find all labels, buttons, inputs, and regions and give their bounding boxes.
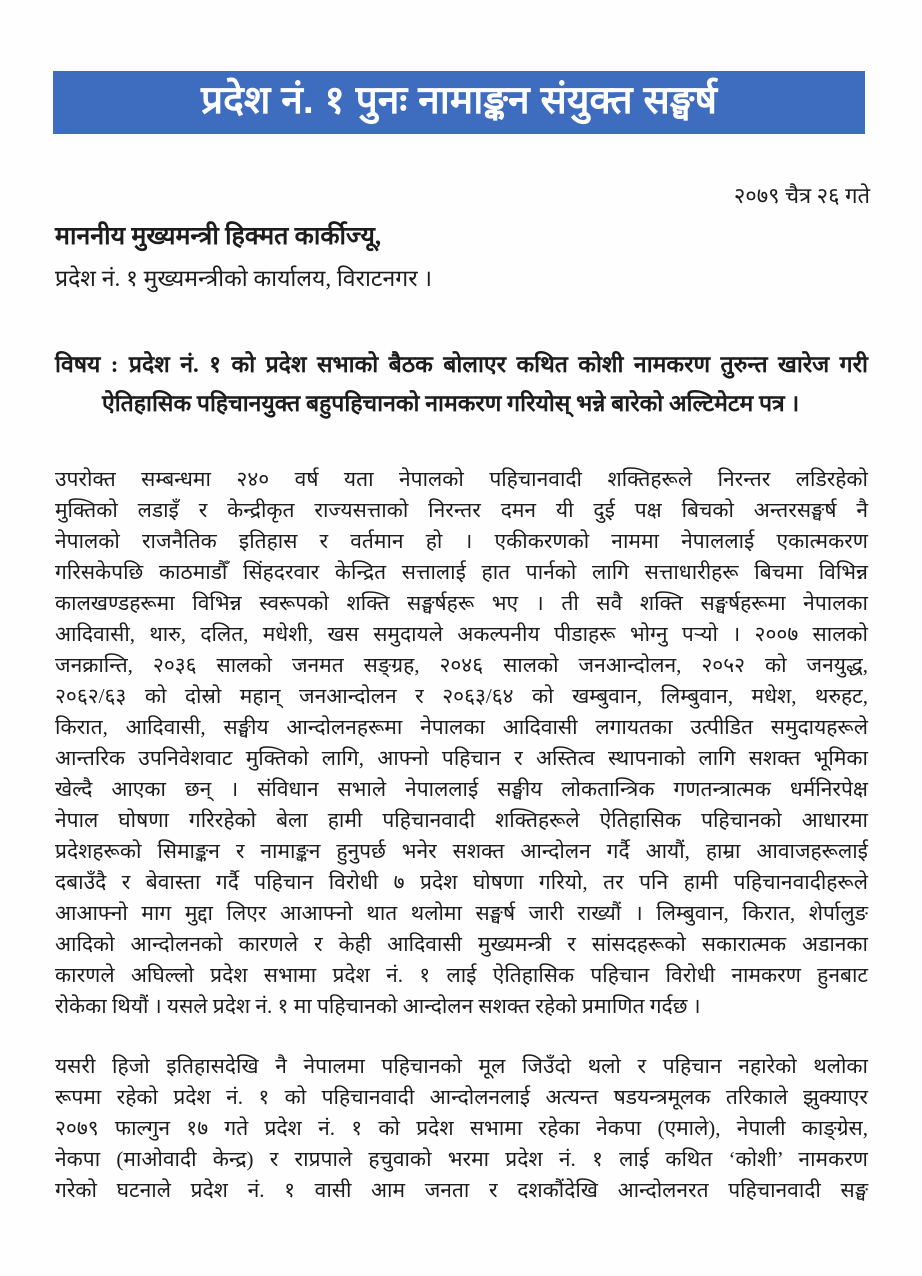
text-line: २०६२/६३ को दोस्रो महान् जनआन्दोलन र २०६३/६४ को खम्बुवान, लिम्बुवान, मधेश, थरुहट, <box>55 684 868 708</box>
subject-block <box>55 347 868 425</box>
text-line: नेकपा (माओवादी केन्द्र) र राप्रपाले हचुवाको भरमा प्रदेश नं. १ लाई कथित ‘कोशी’ नामकरण <box>55 1147 868 1171</box>
text-line: आदिको आन्दोलनको कारणले र केही आदिवासी मुख्यमन्त्री र सांसदहरूको सकारात्मक अडानका <box>55 932 868 956</box>
subject-line-1: विषय : प्रदेश नं. १ को प्रदेश सभाको बैठक बोलाएर कथित कोशी नामकरण तुरुन्त खारेज गरी <box>55 352 868 377</box>
text-line: यसरी हिजो इतिहासदेखि नै नेपालमा पहिचानको मूल जिउँदो थलो र पहिचान नहारेको थलोका <box>55 1054 868 1078</box>
text-line: प्रदेशहरूको सिमाङ्कन र नामाङ्कन हुनुपर्छ भनेर सशक्त आन्दोलन गर्दै आयौं, हाम्रा आवाजहरूलाई <box>55 839 868 863</box>
recipient-office: प्रदेश नं. १ मुख्यमन्त्रीको कार्यालय, विराटनगर । <box>55 266 433 291</box>
recipient-name: माननीय मुख्यमन्त्री हिक्मत कार्कीज्यू, <box>55 223 382 250</box>
text-line: जनक्रान्ति, २०३६ सालको जनमत सङ्ग्रह, २०४६ सालको जनआन्दोलन, २०५२ को जनयुद्ध, <box>55 653 868 677</box>
text-line: आदिवासी, थारु, दलित, मधेशी, खस समुदायले अकल्पनीय पीडाहरू भोग्नु पऱ्यो । २००७ सालको <box>55 622 868 646</box>
text-line: २०७९ फाल्गुन १७ गते प्रदेश नं. १ को प्रदेश सभामा रहेका नेकपा (एमाले), नेपाली काङ्ग्रेस, <box>55 1116 868 1140</box>
organization-title: प्रदेश नं. १ पुनः नामाङ्कन संयुक्त सङ्घर्ष <box>200 79 718 122</box>
body-paragraph-2 <box>55 1051 868 1206</box>
text-line: गरेको घटनाले प्रदेश नं. १ वासी आम जनता र दशकौंदेखि आन्दोलनरत पहिचानवादी सङ्घ <box>55 1178 868 1202</box>
text-line: आआफ्नो माग मुद्दा लिएर आआफ्नो थात थलोमा सङ्घर्ष जारी राख्यौं । लिम्बुवान, किरात, शेर्पालुङ <box>55 901 868 925</box>
text-line: गरिसकेपछि काठमाडौँ सिंहदरवार केन्द्रित सत्तालाई हात पार्नको लागि सत्ताधारीहरू बिचमा विभिन्न <box>55 560 868 584</box>
text-line: रूपमा रहेको प्रदेश नं. १ को पहिचानवादी आन्दोलनलाई अत्यन्त षडयन्त्रमूलक तरिकाले झुक्याएर <box>55 1085 868 1109</box>
text-line: नेपालको राजनैतिक इतिहास र वर्तमान हो । एकीकरणको नाममा नेपाललाई एकात्मकरण <box>55 529 868 553</box>
subject-line-2: ऐतिहासिक पहिचानयुक्त बहुपहिचानको नामकरण गरियोस् भन्ने बारेको अल्टिमेटम पत्र । <box>102 391 800 416</box>
letter-date: २०७९ चैत्र २६ गते <box>733 183 870 208</box>
text-line: कालखण्डहरूमा विभिन्न स्वरूपको शक्ति सङ्घर्षहरू भए । ती सवै शक्ति सङ्घर्षहरूमा नेपालका <box>55 591 868 615</box>
text-line: उपरोक्त सम्बन्धमा २४० वर्ष यता नेपालको पहिचानवादी शक्तिहरूले निरन्तर लडिरहेको <box>55 467 868 491</box>
text-line: आन्तरिक उपनिवेशवाट मुक्तिको लागि, आफ्नो पहिचान र अस्तित्व स्थापनाको लागि सशक्त भूमिका <box>55 746 868 770</box>
body-paragraph-1 <box>55 464 868 1022</box>
letter-head-banner <box>53 71 865 134</box>
text-line: मुक्तिको लडाइँ र केन्द्रीकृत राज्यसत्ताको निरन्तर दमन यी दुई पक्ष बिचको अन्तरसङ्घर्ष नै <box>55 498 868 522</box>
text-line: किरात, आदिवासी, सङ्घीय आन्दोलनहरूमा नेपालका आदिवासी लगायतका उत्पीडित समुदायहरूले <box>55 715 868 739</box>
text-line: दबाउँदै र बेवास्ता गर्दै पहिचान विरोधी ७ प्रदेश घोषणा गरियो, तर पनि हामी पहिचानवादीहरूले <box>55 870 868 894</box>
text-line: रोकेका थियौं । यसले प्रदेश नं. १ मा पहिचानको आन्दोलन सशक्त रहेको प्रमाणित गर्दछ । <box>55 994 701 1018</box>
text-line: खेल्दै आएका छन् । संविधान सभाले नेपाललाई सङ्घीय लोकतान्त्रिक गणतन्त्रात्मक धर्मनिरपेक्ष <box>55 777 868 801</box>
text-line: नेपाल घोषणा गरिरहेको बेला हामी पहिचानवादी शक्तिहरूले ऐतिहासिक पहिचानको आधारमा <box>55 808 868 832</box>
text-line: कारणले अघिल्लो प्रदेश सभामा प्रदेश नं. १ लाई ऐतिहासिक पहिचान विरोधी नामकरण हुनबाट <box>55 963 868 987</box>
